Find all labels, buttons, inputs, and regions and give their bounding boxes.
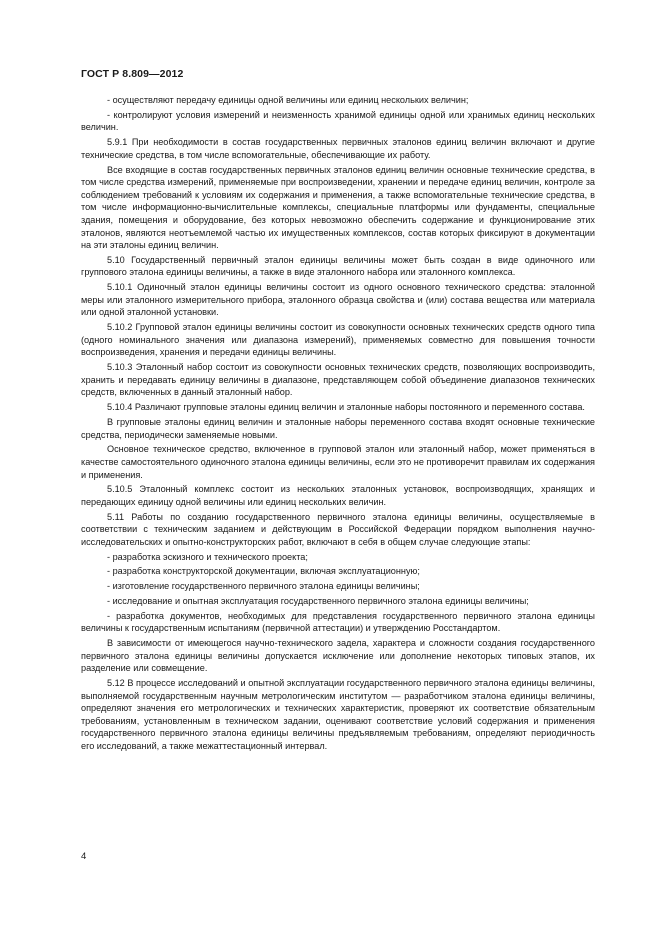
paragraph: 5.12 В процессе исследований и опытной эксплуатации государственного первичного эталона единицы величины, выполняемой государственным научным метрологическим институтом — разработчиком эталона единицы величины, определяют значения его метрологических и технических характеристик, проверяют их соответствие обязательным требованиям, установленным в техническом задании, оценивают соответствие условий содержания и применения государственного первичного эталона единицы величины предъявляемым требованиям, определяют периодичность его исследований, а также межаттестационный интервал.	[81, 678, 595, 752]
document-header: ГОСТ Р 8.809—2012	[81, 68, 184, 80]
paragraph: 5.11 Работы по созданию государственного первичного эталона единицы величины, осуществляемые в соответствии с техническим заданием и действующим в Российской Федерации порядком выполнения научно-исследовательских и опытно-конструкторских работ, включают в себя в общем случае следующие этапы:	[81, 511, 595, 547]
list-item: - изготовление государственного первичного эталона единицы величины;	[107, 581, 420, 592]
paragraph: В групповые эталоны единиц величин и эталонные наборы переменного состава входят основные технические средства, периодически заменяемые новыми.	[81, 416, 595, 440]
paragraph: Основное техническое средство, включенное в групповой эталон или эталонный набор, может применяться в качестве самостоятельного одиночного эталона единицы величины, если это не противоречит правилам их содержания и применения.	[81, 444, 595, 480]
page-number: 4	[81, 851, 87, 862]
document-body	[81, 94, 595, 755]
paragraph: 5.10.1 Одиночный эталон единицы величины состоит из одного основного технического средства: эталонной меры или эталонного измерительного прибора, эталонного образца свойства и (или) состава вещества или материала или одной эталонной установки.	[81, 282, 595, 318]
paragraph: 5.10.5 Эталонный комплекс состоит из нескольких эталонных установок, воспроизводящих, хранящих и передающих единицу одной величины или единиц нескольких величин.	[81, 484, 595, 507]
paragraph: Все входящие в состав государственных первичных эталонов единиц величин основные технические средства, в том числе средства измерений, применяемые при воспроизведении, хранении и передаче единиц величин, контроле за соблюдением требований к условиям их содержания и применения, а также вспомогательные технические средства, в том числе информационно-вычислительные комплексы, специальные платформы или фундаменты, специальные здания, помещения и оборудование, без которых невозможно обеспечить содержание и функционирование этих эталонов, являются неотъемлемой частью их имущественных комплексов, состав которых фиксируют в документации на эти эталоны единиц величин.	[81, 164, 595, 251]
paragraph: - контролируют условия измерений и неизменность хранимой единицы одной или хранимых единиц нескольких величин.	[81, 109, 595, 133]
paragraph: - осуществляют передачу единицы одной величины или единиц нескольких величин;	[107, 95, 469, 105]
paragraph: 5.9.1 При необходимости в состав государственных первичных эталонов единиц величин включают и другие технические средства, в том числе вспомогательные, обеспечивающие их работу.	[81, 137, 595, 160]
list-item: - разработка эскизного и технического проекта;	[107, 551, 308, 562]
paragraph: 5.10.3 Эталонный набор состоит из совокупности основных технических средств, позволяющих воспроизводить, хранить и передавать единицу величины в диапазоне, представляющем собой объединение диапазонов технических средств, включенных в данный эталонный набор.	[81, 362, 595, 398]
list-item: - исследование и опытная эксплуатация государственного первичного эталона единицы величины;	[107, 595, 529, 606]
paragraph: 5.10 Государственный первичный эталон единицы величины может быть создан в виде одиночного или группового эталона единицы величины, а также в виде эталонного набора или эталонного комплекса.	[81, 254, 595, 278]
paragraph: В зависимости от имеющегося научно-технического задела, характера и сложности создания государственного первичного эталона единицы величины допускается исключение или дополнение некоторых типовых этапов, их разделение или совмещение.	[81, 638, 595, 674]
paragraph: 5.10.4 Различают групповые эталоны единиц величин и эталонные наборы постоянного и переменного состава.	[107, 402, 585, 413]
paragraph: 5.10.2 Групповой эталон единицы величины состоит из совокупности основных технических средств одного типа (одного номинального значения или диапазона измерений), применяемых совместно для повышения точности воспроизведения, хранения и передачи единицы величины.	[81, 322, 595, 358]
list-item: - разработка конструкторской документации, включая эксплуатационную;	[107, 566, 420, 577]
list-item: - разработка документов, необходимых для представления государственного первичного эталона единицы величины к государственным испытаниям (первичной аттестации) и утверждению Росстандартом.	[81, 610, 595, 634]
